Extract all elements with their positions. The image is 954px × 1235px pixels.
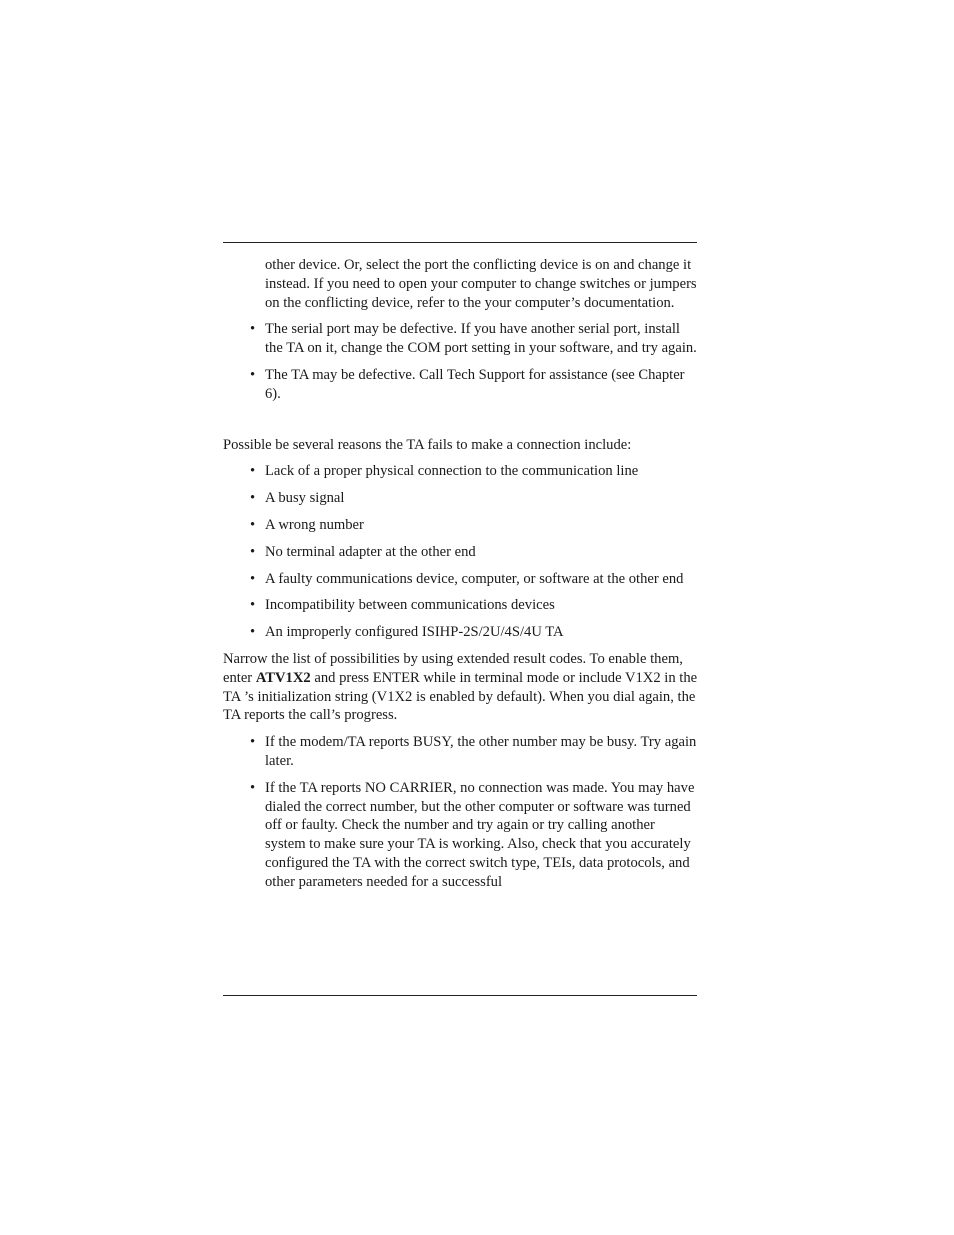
list-item: • A wrong number bbox=[223, 516, 698, 535]
narrow-text-post: and press ENTER while in terminal mode or include V1X2 in the TA ’s initialization string (V1X2 is enabled by default). When you dial again, the TA reports the call’s progress. bbox=[223, 669, 698, 724]
list-item: • Incompatibility between communications devices bbox=[223, 596, 698, 615]
bottom-rule bbox=[223, 995, 697, 996]
narrow-text-pre: Narrow the list of possibilities by using extended result codes. To enable them, enter bbox=[223, 650, 683, 686]
reasons-bullet-list bbox=[223, 462, 698, 642]
section-gap bbox=[223, 412, 698, 436]
list-item: • If the modem/TA reports BUSY, the other number may be busy. Try again later. bbox=[223, 733, 698, 771]
connection-intro: Possible be several reasons the TA fails to make a connection include: bbox=[223, 436, 632, 453]
page-body bbox=[223, 256, 698, 900]
list-item: • Lack of a proper physical connection to the communication line bbox=[223, 462, 698, 481]
list-item: • The serial port may be defective. If you have another serial port, install the TA on it, change the COM port setting in your software, and try again. bbox=[223, 320, 698, 358]
command-text: ATV1X2 bbox=[255, 669, 311, 686]
top-rule bbox=[223, 242, 697, 243]
port-bullet-list bbox=[223, 320, 698, 403]
list-item: • No terminal adapter at the other end bbox=[223, 543, 698, 562]
list-item: • The TA may be defective. Call Tech Support for assistance (see Chapter 6). bbox=[223, 366, 698, 404]
continued-paragraph: other device. Or, select the port the conflicting device is on and change it instead. If you need to open your computer to change switches or jumpers on the conflicting device, refer to the your computer’s documentation. bbox=[265, 257, 697, 311]
list-item: • A faulty communications device, computer, or software at the other end bbox=[223, 570, 698, 589]
narrow-paragraph bbox=[223, 650, 698, 725]
list-item: • An improperly configured ISIHP-2S/2U/4S/4U TA bbox=[223, 623, 698, 642]
result-code-bullet-list bbox=[223, 733, 698, 891]
list-item: • A busy signal bbox=[223, 489, 698, 508]
list-item: • If the TA reports NO CARRIER, no connection was made. You may have dialed the correct number, but the other computer or software was turned off or faulty. Check the number and try again or try calling another system to make sure your TA is working. Also, check that you accurately configured the TA with the correct switch type, TEIs, data protocols, and other parameters needed for a successful bbox=[223, 779, 698, 892]
